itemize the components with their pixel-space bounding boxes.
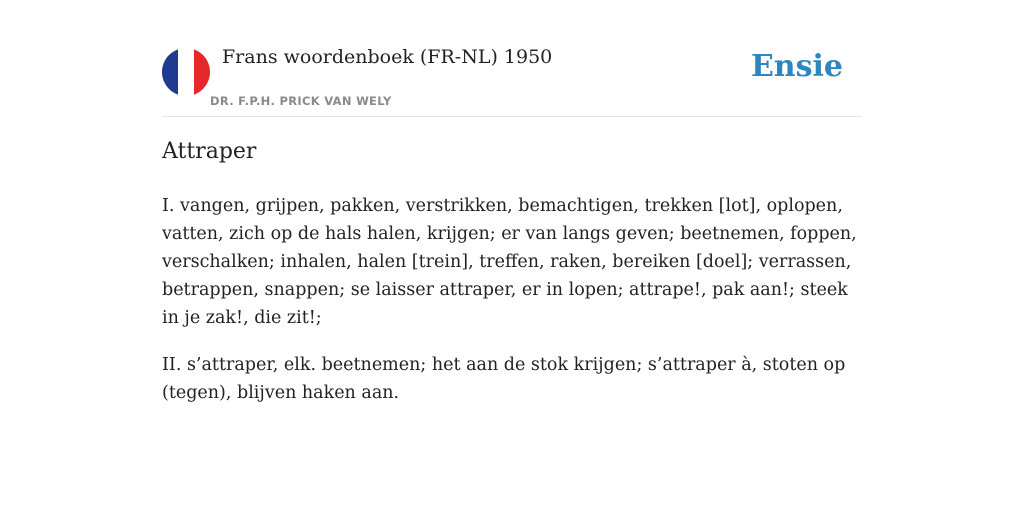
flag-stripe-blue — [162, 48, 178, 96]
dictionary-author: DR. F.P.H. PRICK VAN WELY — [210, 94, 392, 108]
flag-stripe-white — [178, 48, 194, 96]
ensie-logo-link[interactable]: Ensie — [750, 49, 843, 84]
dictionary-title[interactable]: Frans woordenboek (FR-NL) 1950 — [222, 46, 553, 68]
france-flag-icon — [162, 48, 210, 96]
entry-definitions — [162, 192, 862, 426]
definition-paragraph-1: I. vangen, grijpen, pakken, verstrikken, bemachtigen, trekken [lot], oplopen, vatten, zich op de hals halen, krijgen; er van langs geven; beetnemen, foppen, verschalken; inhalen, halen [trein], treffen, raken, bereiken [doel]; verrassen, betrappen, snappen; se laisser attraper, er in lopen; attrape!, pak aan!; steek in je zak!, die zit!; — [162, 196, 857, 328]
entry-title: Attraper — [162, 139, 257, 164]
flag-stripe-red — [194, 48, 210, 96]
dictionary-header — [162, 44, 862, 117]
definition-paragraph-2: II. s’attraper, elk. beetnemen; het aan de stok krijgen; s’attraper à, stoten op (tegen), blijven haken aan. — [162, 355, 846, 403]
